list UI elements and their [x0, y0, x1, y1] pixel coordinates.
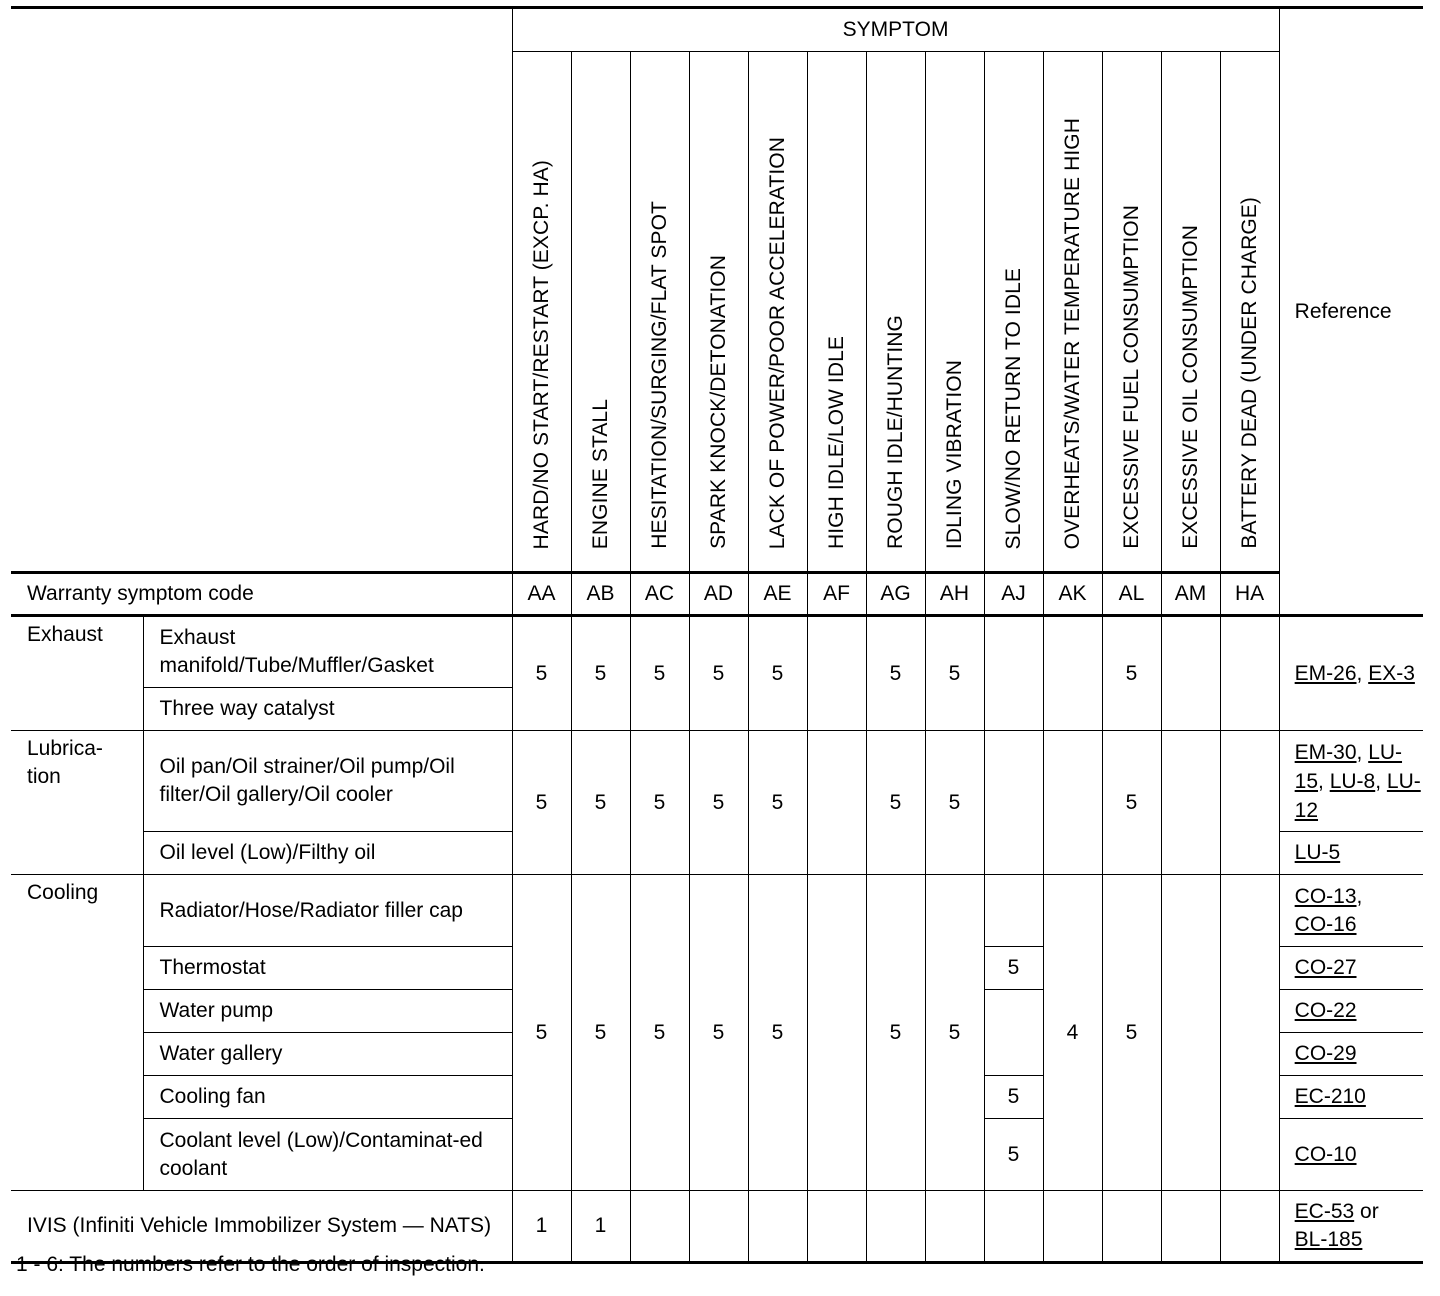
value-cell	[1043, 1191, 1102, 1263]
value-cell	[807, 731, 866, 875]
value-cell	[1161, 875, 1220, 1191]
reference-ivis: EC-53 or BL-185	[1279, 1191, 1423, 1263]
warranty-code: AM	[1161, 573, 1220, 616]
warranty-code: AL	[1102, 573, 1161, 616]
value-cell	[925, 1191, 984, 1263]
ref-link[interactable]: EM-30	[1294, 740, 1357, 764]
warranty-code: HA	[1220, 573, 1279, 616]
value-cell	[984, 616, 1043, 731]
value-cell: 5	[748, 616, 807, 731]
ref-link[interactable]: CO-27	[1294, 956, 1357, 979]
ref-link[interactable]: CO-29	[1294, 1042, 1357, 1065]
value-cell: 5	[630, 875, 689, 1191]
reference-coolant-level	[1279, 1119, 1423, 1191]
value-cell: 1	[571, 1191, 630, 1263]
value-cell	[984, 990, 1043, 1076]
reference-exhaust: EM-26, EX-3	[1279, 616, 1423, 731]
reference-thermostat	[1279, 947, 1423, 990]
warranty-code: AF	[807, 573, 866, 616]
item-radiator: Radiator/Hose/Radiator filler cap	[143, 875, 512, 947]
warranty-code: AA	[512, 573, 571, 616]
value-cell: 5	[571, 875, 630, 1191]
value-cell	[807, 1191, 866, 1263]
warranty-code: AE	[748, 573, 807, 616]
value-cell	[1161, 1191, 1220, 1263]
ref-link[interactable]: CO-10	[1294, 1142, 1357, 1166]
warranty-label: Warranty symptom code	[11, 573, 512, 616]
ref-link[interactable]: LU-12	[1294, 769, 1421, 822]
item-water-gallery: Water gallery	[143, 1033, 512, 1076]
value-cell: 5	[748, 731, 807, 875]
warranty-code: AK	[1043, 573, 1102, 616]
value-cell: 5	[1102, 616, 1161, 731]
value-cell	[1043, 731, 1102, 875]
value-cell: 5	[984, 1076, 1043, 1119]
symptom-header: SPARK KNOCK/DETONATION	[689, 52, 748, 573]
value-cell: 1	[512, 1191, 571, 1263]
value-cell: 5	[630, 731, 689, 875]
ref-link[interactable]: BL-185	[1294, 1228, 1363, 1251]
value-cell: 5	[630, 616, 689, 731]
value-cell	[1102, 1191, 1161, 1263]
value-cell: 5	[512, 731, 571, 875]
value-cell: 5	[748, 875, 807, 1191]
warranty-code: AC	[630, 573, 689, 616]
value-cell: 5	[925, 731, 984, 875]
corner-cell	[11, 8, 512, 573]
symptom-header: IDLING VIBRATION	[925, 52, 984, 573]
ref-link[interactable]: LU-8	[1329, 769, 1376, 793]
warranty-code: AH	[925, 573, 984, 616]
value-cell	[1220, 1191, 1279, 1263]
value-cell: 5	[689, 616, 748, 731]
warranty-code: AB	[571, 573, 630, 616]
value-cell: 5	[984, 947, 1043, 990]
item-three-way-catalyst: Three way catalyst	[143, 688, 512, 731]
value-cell: 5	[1102, 875, 1161, 1191]
value-cell	[984, 731, 1043, 875]
value-cell	[1161, 731, 1220, 875]
value-cell: 5	[689, 875, 748, 1191]
value-cell: 5	[866, 731, 925, 875]
value-cell: 5	[925, 616, 984, 731]
reference-oil-level	[1279, 832, 1423, 875]
value-cell	[984, 875, 1043, 947]
ref-link[interactable]: EC-210	[1294, 1085, 1366, 1108]
value-cell: 5	[925, 875, 984, 1191]
value-cell: 5	[689, 731, 748, 875]
symptom-table	[11, 6, 1423, 1264]
value-cell	[807, 616, 866, 731]
reference-lubrication: EM-30, LU-15, LU-8, LU-12	[1279, 731, 1423, 832]
category-cooling: Cooling	[11, 875, 143, 1191]
item-exhaust-manifold: Exhaust manifold/Tube/Muffler/Gasket	[143, 616, 512, 688]
item-thermostat: Thermostat	[143, 947, 512, 990]
symptom-header: HIGH IDLE/LOW IDLE	[807, 52, 866, 573]
value-cell	[866, 1191, 925, 1263]
symptom-header: HESITATION/SURGING/FLAT SPOT	[630, 52, 689, 573]
ref-link[interactable]: CO-22	[1294, 999, 1357, 1022]
footnote: 1 - 6: The numbers refer to the order of inspection.	[16, 1253, 485, 1276]
reference-water-gallery	[1279, 1033, 1423, 1076]
symptom-header: LACK OF POWER/POOR ACCELERATION	[748, 52, 807, 573]
reference-water-pump	[1279, 990, 1423, 1033]
symptom-header: SLOW/NO RETURN TO IDLE	[984, 52, 1043, 573]
value-cell	[630, 1191, 689, 1263]
value-cell: 5	[571, 731, 630, 875]
value-cell	[1161, 616, 1220, 731]
value-cell: 5	[984, 1119, 1043, 1191]
item-oil-pan: Oil pan/Oil strainer/Oil pump/Oil filter/Oil gallery/Oil cooler	[143, 731, 512, 832]
symptom-header: HARD/NO START/RESTART (EXCP. HA)	[512, 52, 571, 573]
reference-radiator: CO-13, CO-16	[1279, 875, 1423, 947]
item-coolant-level: Coolant level (Low)/Contaminat-ed coolant	[143, 1119, 512, 1191]
ref-link[interactable]: LU-15	[1294, 740, 1403, 793]
value-cell: 5	[866, 875, 925, 1191]
value-cell	[689, 1191, 748, 1263]
value-cell: 5	[571, 616, 630, 731]
symptom-header: EXCESSIVE FUEL CONSUMPTION	[1102, 52, 1161, 573]
symptom-header: BATTERY DEAD (UNDER CHARGE)	[1220, 52, 1279, 573]
ref-link[interactable]: EM-26	[1294, 661, 1357, 685]
value-cell	[984, 1191, 1043, 1263]
ref-link[interactable]: EC-53	[1294, 1200, 1355, 1223]
value-cell	[1220, 875, 1279, 1191]
value-cell	[807, 875, 866, 1191]
value-cell: 5	[866, 616, 925, 731]
symptom-heading: SYMPTOM	[512, 8, 1279, 52]
symptom-header: OVERHEATS/WATER TEMPERATURE HIGH	[1043, 52, 1102, 573]
category-lubrication: Lubrica-tion	[11, 731, 143, 875]
reference-heading: Reference	[1279, 8, 1423, 616]
item-cooling-fan: Cooling fan	[143, 1076, 512, 1119]
item-oil-level: Oil level (Low)/Filthy oil	[143, 832, 512, 875]
warranty-code: AG	[866, 573, 925, 616]
symptom-header: EXCESSIVE OIL CONSUMPTION	[1161, 52, 1220, 573]
value-cell: 5	[1102, 731, 1161, 875]
warranty-code: AJ	[984, 573, 1043, 616]
ref-link[interactable]: CO-13	[1294, 884, 1357, 908]
symptom-header: ROUGH IDLE/HUNTING	[866, 52, 925, 573]
value-cell	[748, 1191, 807, 1263]
warranty-code: AD	[689, 573, 748, 616]
symptom-header: ENGINE STALL	[571, 52, 630, 573]
category-exhaust: Exhaust	[11, 616, 143, 731]
ref-link[interactable]: EX-3	[1368, 661, 1415, 685]
value-cell: 5	[512, 875, 571, 1191]
item-water-pump: Water pump	[143, 990, 512, 1033]
value-cell	[1220, 731, 1279, 875]
item-ivis: IVIS (Infiniti Vehicle Immobilizer System — NATS)	[11, 1191, 512, 1263]
value-cell: 4	[1043, 875, 1102, 1191]
value-cell	[1220, 616, 1279, 731]
ref-link[interactable]: LU-5	[1294, 841, 1341, 864]
value-cell	[1043, 616, 1102, 731]
reference-cooling-fan	[1279, 1076, 1423, 1119]
ref-link[interactable]: CO-16	[1294, 912, 1357, 936]
value-cell: 5	[512, 616, 571, 731]
